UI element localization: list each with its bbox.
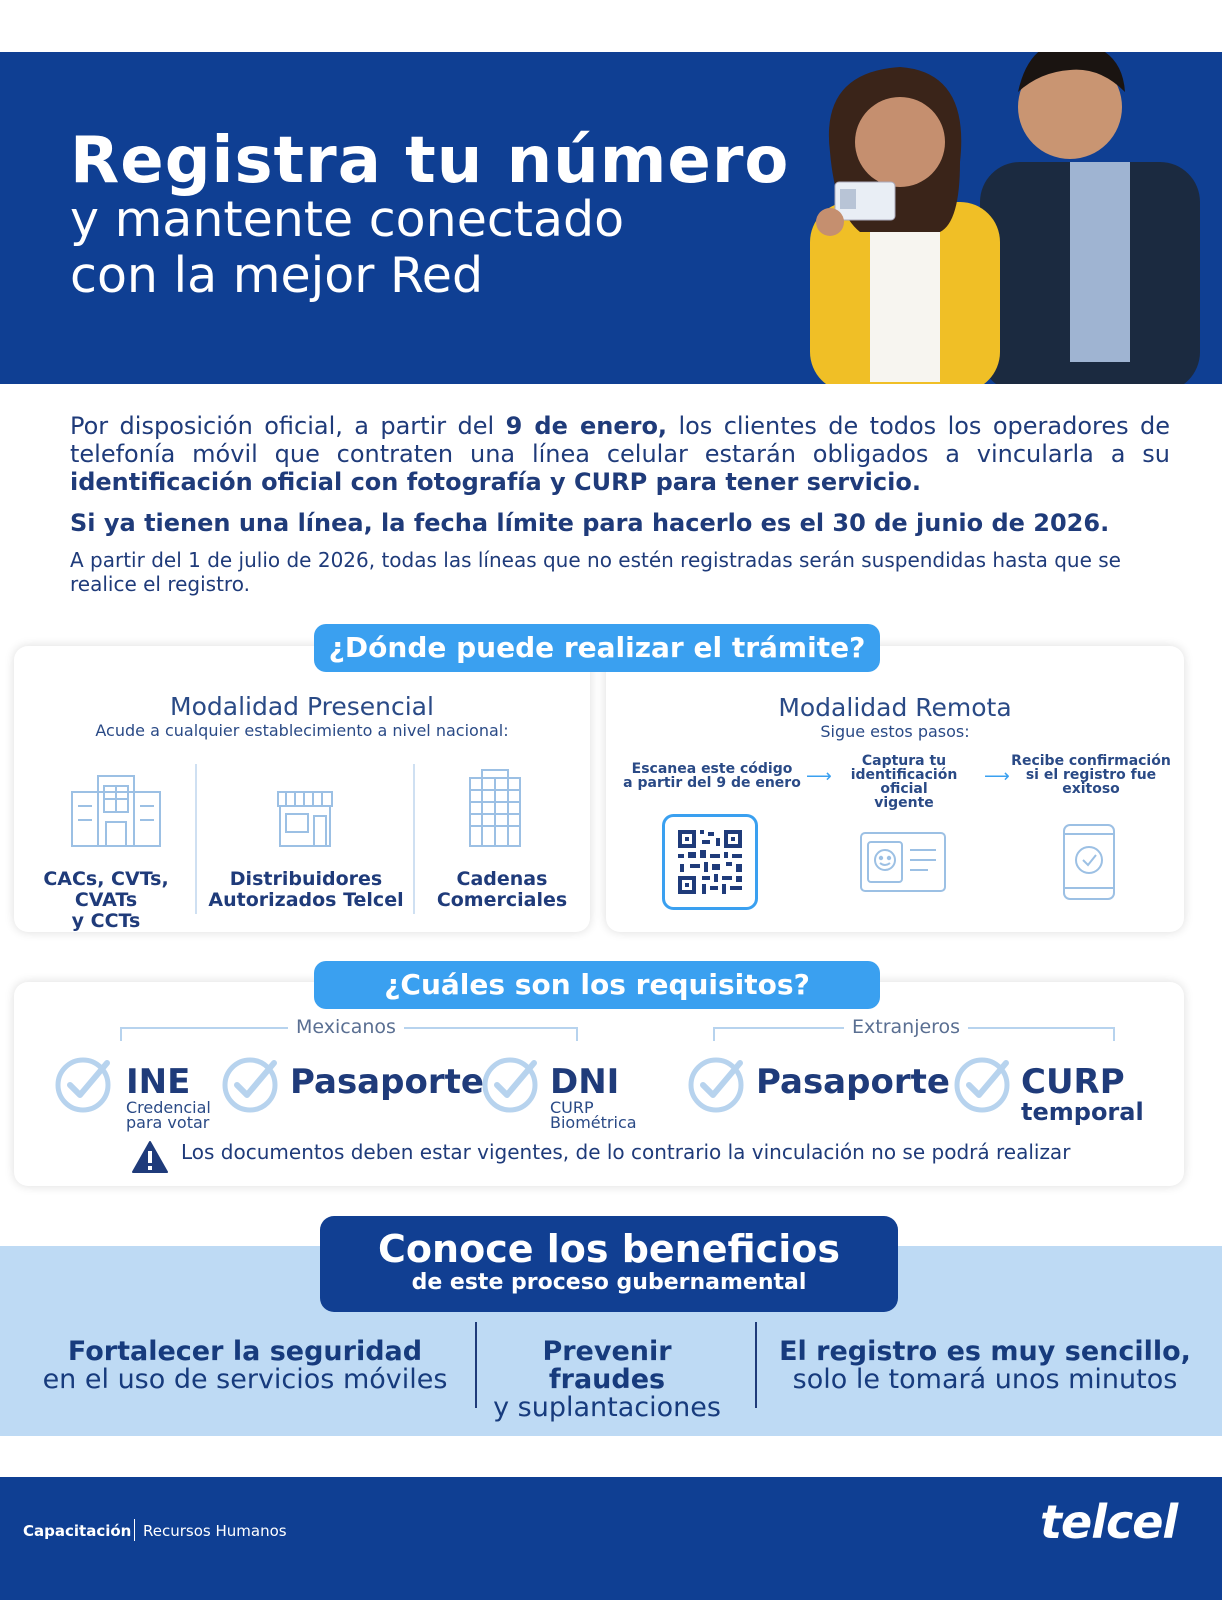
place-cadenas: [414, 869, 590, 911]
benefit-bold: Fortalecer la seguridad: [67, 1336, 423, 1367]
req-detail: Biométrica: [550, 1113, 637, 1132]
place-label: Distribuidores: [229, 868, 383, 890]
step-label: si el registro fue: [1025, 767, 1157, 783]
requirements-pill: ¿Cuáles son los requisitos?: [314, 961, 880, 1009]
step-label: identificación oficial: [850, 767, 958, 797]
hero-subtitle-line2: con la mejor Red: [70, 247, 484, 304]
place-label: Cadenas: [456, 868, 548, 890]
benefit-normal: y suplantaciones: [493, 1392, 721, 1423]
extranjeros-label: Extranjeros: [844, 1016, 968, 1038]
req-title: INE: [126, 1062, 191, 1102]
check-icon: [482, 1055, 540, 1113]
divider: [475, 1322, 477, 1408]
footer-rh: Recursos Humanos: [143, 1522, 287, 1540]
building-icon: [70, 772, 162, 848]
step-scan: [622, 762, 802, 790]
benefit-bold: El registro es muy sencillo,: [779, 1336, 1191, 1367]
req-detail: CURP: [550, 1098, 594, 1117]
hero-subtitle: [70, 192, 830, 304]
place-cacs: [14, 869, 198, 932]
req-curp: [1021, 1064, 1144, 1124]
req-title: CURP: [1021, 1062, 1125, 1102]
remota-title: Modalidad Remota: [778, 693, 1012, 722]
step-label: Recibe confirmación: [1011, 753, 1171, 769]
hero-subtitle-line1: y mantente conectado: [70, 191, 625, 248]
mexicanos-label: Mexicanos: [288, 1016, 404, 1038]
step-label: a partir del 9 de enero: [623, 775, 801, 791]
req-title: DNI: [550, 1062, 620, 1102]
req-title: Pasaporte: [756, 1062, 950, 1102]
benefits-title: Conoce los beneficios: [378, 1227, 840, 1271]
intro-p1-bold: identificación oficial con fotografía y CURP para tener servicio.: [70, 468, 921, 496]
qr-code-icon[interactable]: [662, 814, 758, 910]
req-pasaporte-mx: [290, 1064, 484, 1100]
req-detail: para votar: [126, 1113, 210, 1132]
place-label: Comerciales: [436, 889, 568, 911]
check-icon: [688, 1055, 746, 1113]
step-capture: [826, 754, 982, 810]
req-title: Pasaporte: [290, 1062, 484, 1102]
intro-p1-a: Por disposición oficial, a partir del: [70, 412, 506, 440]
place-label: y CCTs: [71, 910, 141, 932]
step-label: exitoso: [1062, 781, 1120, 797]
req-pasaporte-ext: [756, 1064, 950, 1100]
divider: [755, 1322, 757, 1408]
warning-icon: [131, 1140, 169, 1174]
req-dni: [550, 1064, 637, 1130]
req-detail: Credencial: [126, 1098, 211, 1117]
place-label: CACs, CVTs, CVATs: [43, 868, 169, 911]
tower-icon: [468, 768, 522, 848]
hero-title: Registra tu número: [70, 124, 790, 198]
footer-separator: [134, 1519, 135, 1541]
step-confirm: [1006, 754, 1176, 796]
remota-subtitle: Sigue estos pasos:: [820, 722, 970, 741]
check-icon: [55, 1055, 113, 1113]
presencial-title: Modalidad Presencial: [170, 692, 434, 721]
check-icon: [222, 1055, 280, 1113]
where-pill: ¿Dónde puede realizar el trámite?: [314, 624, 880, 672]
hero-banner: [0, 52, 1222, 384]
step-label: Captura tu: [861, 753, 947, 769]
req-title-sub: temporal: [1021, 1098, 1144, 1126]
footer: [0, 1477, 1222, 1600]
suspension-text: A partir del 1 de julio de 2026, todas las líneas que no estén registradas serán suspendidas hasta que se realice el registro.: [70, 548, 1121, 596]
phone-check-icon: [1063, 824, 1115, 900]
people-photo: [790, 52, 1222, 384]
benefit-item: [482, 1338, 732, 1422]
arrow-icon: ⟶: [806, 766, 832, 787]
warning-text: Los documentos deben estar vigentes, de lo contrario la vinculación no se podrá realizar: [181, 1140, 1071, 1164]
benefit-normal: solo le tomará unos minutos: [792, 1364, 1178, 1395]
intro-p1-c: los clientes de todos los operadores de telefonía móvil que contraten una línea celular estarán obligados a vincularla a su: [70, 412, 1171, 468]
step-label: Escanea este código: [631, 761, 793, 777]
deadline-text: Si ya tienen una línea, la fecha límite para hacerlo es el 30 de junio de 2026.: [70, 509, 1110, 537]
benefits-pill: [320, 1216, 898, 1312]
req-ine: [126, 1064, 211, 1130]
place-label: Autorizados Telcel: [208, 889, 404, 911]
footer-capacitacion: Capacitación: [23, 1522, 132, 1540]
intro-text: [70, 412, 1170, 596]
step-label: vigente: [874, 795, 934, 811]
benefits-subtitle: de este proceso gubernamental: [411, 1270, 807, 1295]
presencial-subtitle: Acude a cualquier establecimiento a nivel nacional:: [95, 721, 509, 740]
intro-paragraph: [70, 412, 1170, 496]
place-distribuidores: [198, 869, 414, 911]
check-icon: [954, 1055, 1012, 1113]
benefit-normal: en el uso de servicios móviles: [42, 1364, 448, 1395]
benefit-item: [765, 1338, 1205, 1394]
id-card-icon: [860, 832, 946, 892]
benefit-bold: Prevenir fraudes: [542, 1336, 672, 1395]
benefit-item: [30, 1338, 460, 1394]
arrow-icon: ⟶: [984, 766, 1010, 787]
store-icon: [276, 790, 334, 848]
telcel-logo: telcel: [1040, 1495, 1178, 1549]
intro-p1-date: 9 de enero,: [505, 412, 668, 440]
